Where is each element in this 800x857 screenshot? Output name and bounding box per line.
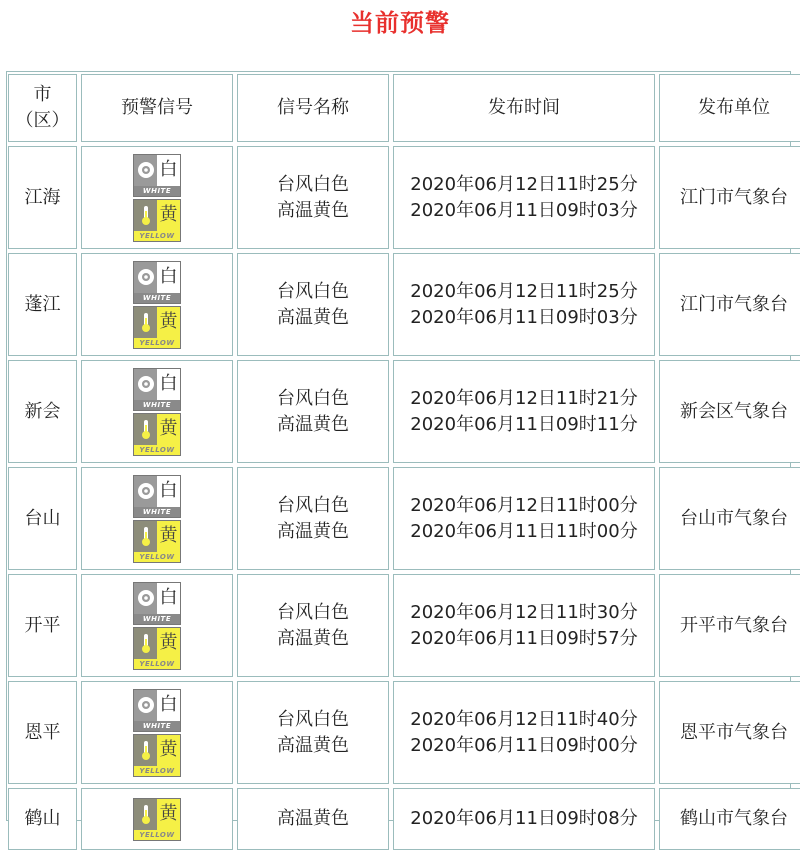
thermometer-icon [134, 735, 157, 766]
thermometer-icon [134, 521, 157, 552]
signal-band: WHITE [134, 400, 180, 410]
typhoon-icon [134, 369, 157, 400]
publish-time-cell [393, 146, 655, 249]
signal-stack [133, 153, 181, 243]
signal-char: 黄 [157, 307, 180, 338]
signal-name: 高温黄色 [277, 413, 349, 435]
white-signal-icon [133, 368, 181, 411]
white-signal-icon [133, 689, 181, 732]
signal-name-cell [237, 788, 389, 850]
signal-name: 台风白色 [277, 173, 349, 195]
publish-time: 2020年06月12日11时30分 [410, 601, 638, 623]
signal-top [134, 155, 180, 186]
signal-char: 白 [157, 262, 180, 293]
publish-unit-cell: 恩平市气象台 [659, 681, 800, 784]
yellow-signal-icon [133, 520, 181, 563]
publish-time: 2020年06月11日09时57分 [410, 627, 638, 649]
signal-top [134, 521, 180, 552]
signal-name: 高温黄色 [277, 306, 349, 328]
publish-time: 2020年06月11日09时03分 [410, 306, 638, 328]
signal-band: WHITE [134, 614, 180, 624]
signal-cell [81, 788, 233, 850]
signal-stack [133, 260, 181, 350]
publish-time: 2020年06月11日09时11分 [410, 413, 638, 435]
signal-char: 黄 [157, 200, 180, 231]
typhoon-icon [134, 690, 157, 721]
signal-char: 白 [157, 690, 180, 721]
city-cell: 江海 [8, 146, 77, 249]
signal-stack [133, 688, 181, 778]
signal-name: 台风白色 [277, 280, 349, 302]
city-cell: 蓬江 [8, 253, 77, 356]
yellow-signal-icon [133, 627, 181, 670]
signal-char: 白 [157, 583, 180, 614]
header-label: （区） [15, 110, 70, 131]
signal-band: YELLOW [134, 552, 180, 562]
publish-time-cell [393, 574, 655, 677]
signal-name-cell [237, 253, 389, 356]
typhoon-icon [134, 476, 157, 507]
thermometer-icon [134, 799, 157, 830]
signal-top [134, 583, 180, 614]
signal-top [134, 200, 180, 231]
header-label: 市 [33, 84, 52, 105]
signal-char: 白 [157, 369, 180, 400]
signal-top [134, 628, 180, 659]
signal-band: YELLOW [134, 445, 180, 455]
header-label: 预警信号 [121, 97, 193, 118]
signal-name: 台风白色 [277, 387, 349, 409]
header-label: 发布单位 [698, 97, 770, 118]
publish-time: 2020年06月11日09时08分 [410, 808, 638, 829]
signal-stack [133, 797, 181, 842]
warning-table [6, 71, 791, 839]
white-signal-icon [133, 582, 181, 625]
signal-stack [133, 474, 181, 564]
header-city [8, 74, 77, 142]
signal-cell [81, 146, 233, 249]
publish-time-cell [393, 681, 655, 784]
signal-name: 高温黄色 [277, 734, 349, 756]
signal-top [134, 476, 180, 507]
signal-name-cell [237, 467, 389, 570]
thermometer-icon [134, 200, 157, 231]
publish-time: 2020年06月11日09时03分 [410, 199, 638, 221]
publish-time: 2020年06月12日11时25分 [410, 280, 638, 302]
header-unit [659, 74, 800, 142]
header-label: 信号名称 [277, 97, 349, 118]
typhoon-icon [134, 262, 157, 293]
header-name [237, 74, 389, 142]
white-signal-icon [133, 475, 181, 518]
header-signal [81, 74, 233, 142]
signal-cell [81, 253, 233, 356]
thermometer-icon [134, 307, 157, 338]
signal-band: WHITE [134, 186, 180, 196]
signal-band: YELLOW [134, 231, 180, 241]
signal-char: 黄 [157, 521, 180, 552]
signal-name: 高温黄色 [277, 199, 349, 221]
white-signal-icon [133, 261, 181, 304]
signal-cell [81, 360, 233, 463]
signal-band: WHITE [134, 293, 180, 303]
signal-char: 黄 [157, 628, 180, 659]
typhoon-icon [134, 155, 157, 186]
signal-top [134, 414, 180, 445]
signal-name: 台风白色 [277, 601, 349, 623]
publish-time: 2020年06月12日11时40分 [410, 708, 638, 730]
publish-time: 2020年06月12日11时21分 [410, 387, 638, 409]
publish-unit-cell: 台山市气象台 [659, 467, 800, 570]
signal-name-cell [237, 146, 389, 249]
signal-name-cell [237, 681, 389, 784]
header-label: 发布时间 [488, 97, 560, 118]
signal-char: 白 [157, 155, 180, 186]
signal-band: WHITE [134, 721, 180, 731]
publish-unit-cell: 江门市气象台 [659, 146, 800, 249]
signal-name: 高温黄色 [277, 627, 349, 649]
signal-name-cell [237, 574, 389, 677]
header-time [393, 74, 655, 142]
yellow-signal-icon [133, 734, 181, 777]
signal-char: 白 [157, 476, 180, 507]
signal-band: YELLOW [134, 830, 180, 840]
publish-time-cell [393, 788, 655, 850]
signal-cell [81, 681, 233, 784]
city-cell: 台山 [8, 467, 77, 570]
signal-name: 台风白色 [277, 494, 349, 516]
page-title: 当前预警 [350, 9, 450, 37]
signal-name: 高温黄色 [277, 520, 349, 542]
publish-time: 2020年06月12日11时25分 [410, 173, 638, 195]
yellow-signal-icon [133, 306, 181, 349]
signal-name: 台风白色 [277, 708, 349, 730]
city-cell: 新会 [8, 360, 77, 463]
signal-band: YELLOW [134, 338, 180, 348]
thermometer-icon [134, 414, 157, 445]
city-cell: 开平 [8, 574, 77, 677]
publish-time-cell [393, 467, 655, 570]
signal-char: 黄 [157, 799, 180, 830]
city-cell: 鹤山 [8, 788, 77, 850]
signal-top [134, 735, 180, 766]
publish-time-cell [393, 253, 655, 356]
publish-time: 2020年06月11日09时00分 [410, 734, 638, 756]
signal-stack [133, 581, 181, 671]
signal-top [134, 262, 180, 293]
thermometer-icon [134, 628, 157, 659]
white-signal-icon [133, 154, 181, 197]
signal-band: YELLOW [134, 766, 180, 776]
yellow-signal-icon [133, 798, 181, 841]
city-cell: 恩平 [8, 681, 77, 784]
signal-char: 黄 [157, 735, 180, 766]
signal-band: YELLOW [134, 659, 180, 669]
publish-unit-cell: 江门市气象台 [659, 253, 800, 356]
signal-name-cell [237, 360, 389, 463]
signal-cell [81, 574, 233, 677]
signal-stack [133, 367, 181, 457]
signal-band: WHITE [134, 507, 180, 517]
publish-unit-cell: 开平市气象台 [659, 574, 800, 677]
publish-time-cell [393, 360, 655, 463]
signal-char: 黄 [157, 414, 180, 445]
signal-top [134, 369, 180, 400]
publish-unit-cell: 鹤山市气象台 [659, 788, 800, 850]
signal-top [134, 307, 180, 338]
typhoon-icon [134, 583, 157, 614]
publish-unit-cell: 新会区气象台 [659, 360, 800, 463]
signal-top [134, 799, 180, 830]
publish-time: 2020年06月12日11时00分 [410, 494, 638, 516]
publish-time: 2020年06月11日11时00分 [410, 520, 638, 542]
signal-cell [81, 467, 233, 570]
signal-name: 高温黄色 [277, 808, 349, 829]
signal-top [134, 690, 180, 721]
yellow-signal-icon [133, 199, 181, 242]
yellow-signal-icon [133, 413, 181, 456]
